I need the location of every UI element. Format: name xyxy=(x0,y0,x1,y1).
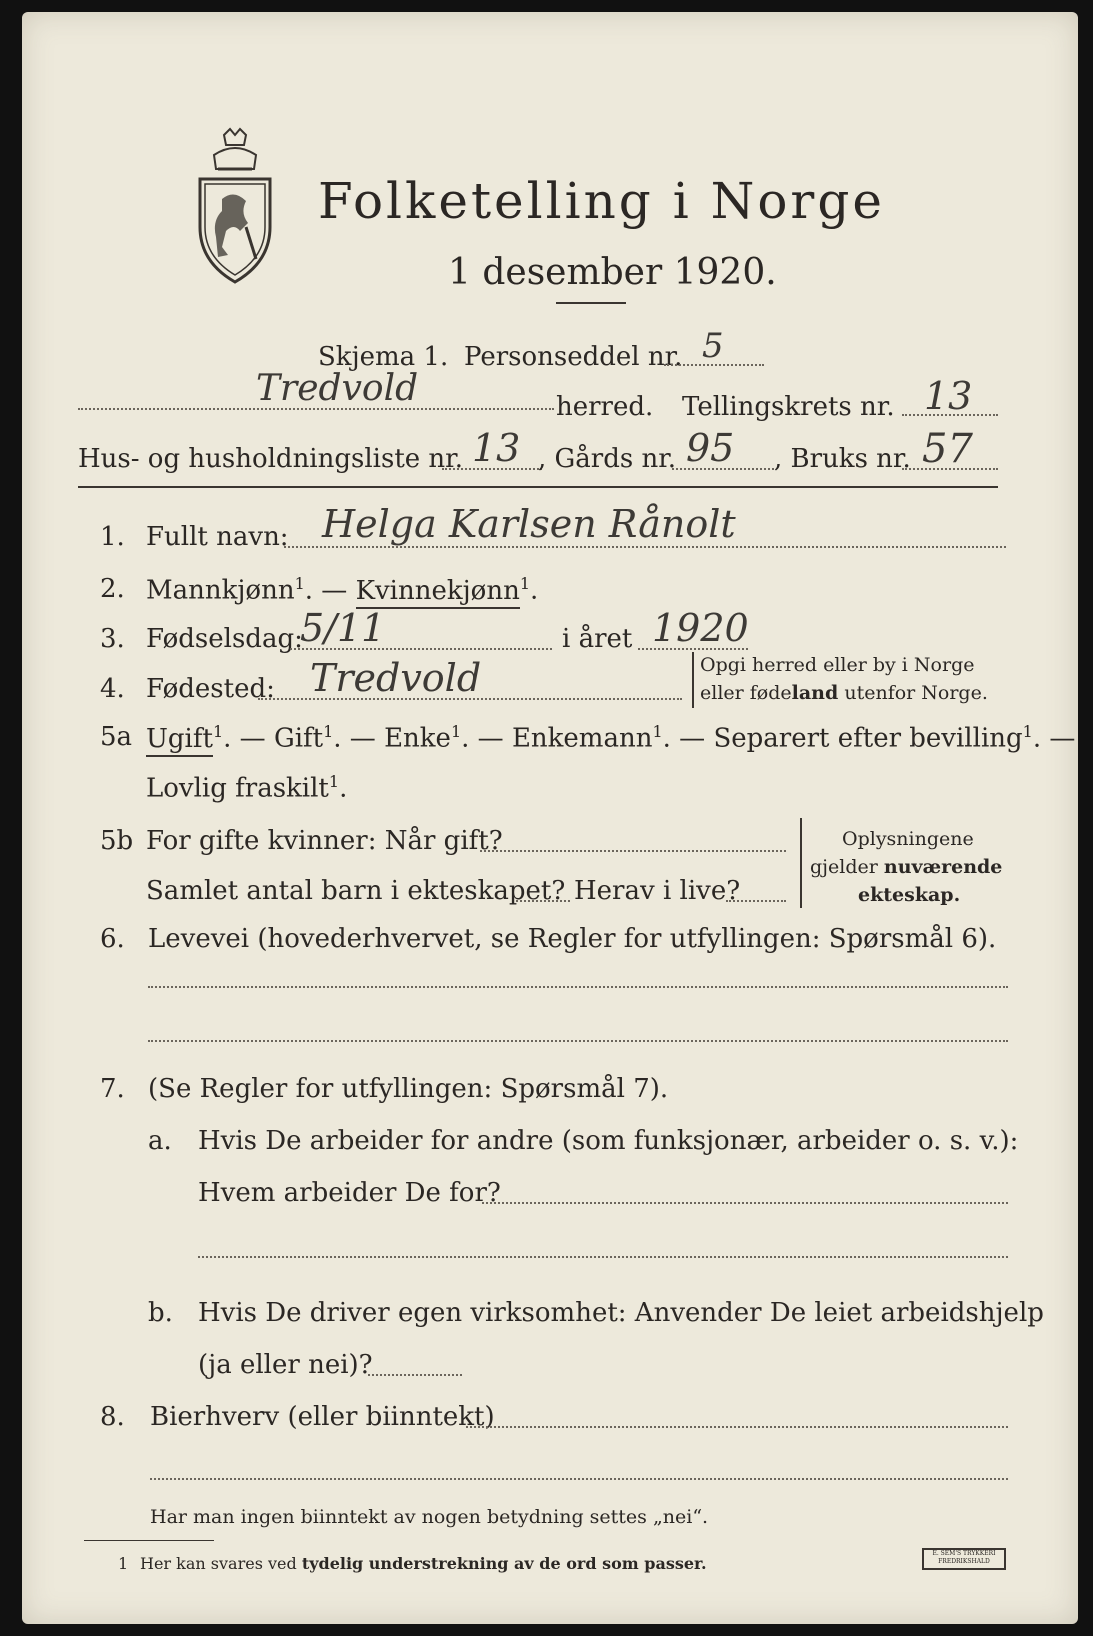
q6-number: 6. xyxy=(100,924,125,954)
bruks-value: 57 xyxy=(922,426,973,472)
q7a-line1: Hvis De arbeider for andre (som funksjonær, arbeider o. s. v.): xyxy=(198,1126,1019,1156)
q7-number: 7. xyxy=(100,1074,125,1104)
marital-options: Ugift$^1$. — Gift$^1$. — Enke$^1$. — Enkemann$^1$. — Separert efter bevilling$^1$. — xyxy=(146,722,1075,754)
q8-note: Har man ingen biinntekt av nogen betydning settes „nei“. xyxy=(150,1506,709,1528)
birth-date-value: 5/11 xyxy=(300,606,386,650)
q7b-line2: (ja eller nei)? xyxy=(198,1350,373,1380)
birthplace-note-line2: eller fødeland utenfor Norge. xyxy=(700,682,988,704)
tellingskrets-label: Tellingskrets nr. xyxy=(682,392,895,422)
footnote-text: Her kan svares ved tydelig understrekning av de ord som passer. xyxy=(140,1554,707,1573)
q2-number: 2. xyxy=(100,574,125,604)
q6-label: Levevei (hovederhvervet, se Regler for utfyllingen: Spørsmål 6). xyxy=(148,924,997,954)
herred-label: herred. xyxy=(556,392,654,422)
census-form-sheet xyxy=(22,12,1078,1624)
enke-option[interactable]: Enke xyxy=(384,723,451,754)
personseddel-label: Personseddel nr. xyxy=(464,342,683,372)
q7a-line2: Hvem arbeider De for? xyxy=(198,1178,501,1208)
birthplace-note-line1: Opgi herred eller by i Norge xyxy=(700,654,975,676)
form-title: Folketelling i Norge xyxy=(318,172,885,230)
q3-label: Fødselsdag: xyxy=(146,624,303,654)
sex-options: Mannkjønn$^1$. — Kvinnekjønn$^1$. xyxy=(146,574,538,606)
birthplace-value: Tredvold xyxy=(310,656,482,700)
hus-label: Hus- og husholdningsliste nr. xyxy=(78,444,464,474)
coat-of-arms-icon xyxy=(194,127,276,287)
bruks-label: , Bruks nr. xyxy=(774,444,911,474)
q7-label: (Se Regler for utfyllingen: Spørsmål 7). xyxy=(148,1074,669,1104)
q5b-line2a: Samlet antal barn i ekteskapet? xyxy=(146,876,566,906)
male-option[interactable]: Mannkjønn xyxy=(146,575,295,606)
birth-year-value: 1920 xyxy=(652,606,749,650)
footnote-mark: 1 xyxy=(118,1554,129,1573)
printer-stamp: E. SEM'S TRYKKERI FREDRIKSHALD xyxy=(922,1548,1006,1570)
gards-value: 95 xyxy=(686,426,735,470)
ugift-option-underlined[interactable]: Ugift xyxy=(146,724,213,757)
skjema-label: Skjema 1. xyxy=(318,342,449,372)
q5b-number: 5b xyxy=(100,826,134,856)
female-option-underlined[interactable]: Kvinnekjønn xyxy=(356,576,520,609)
q7a-letter: a. xyxy=(148,1126,172,1156)
footnote-rule xyxy=(84,1540,214,1541)
header-rule xyxy=(78,486,998,488)
q5b-note-line2: gjelder nuværende xyxy=(810,856,1003,878)
personseddel-value: 5 xyxy=(702,326,724,366)
q8-number: 8. xyxy=(100,1402,125,1432)
census-date: 1 desember 1920. xyxy=(448,252,777,293)
q5a-number: 5a xyxy=(100,722,133,752)
title-divider xyxy=(556,302,626,304)
gards-label: , Gårds nr. xyxy=(538,444,677,474)
q3-number: 3. xyxy=(100,624,125,654)
q1-label: Fullt navn: xyxy=(146,522,289,552)
q7b-letter: b. xyxy=(148,1298,173,1328)
herred-value: Tredvold xyxy=(256,368,419,409)
q4-label: Fødested: xyxy=(146,674,275,704)
q5b-line2b: Herav i live? xyxy=(574,876,741,906)
tellingskrets-value: 13 xyxy=(924,374,973,418)
q1-number: 1. xyxy=(100,522,125,552)
q4-number: 4. xyxy=(100,674,125,704)
full-name-value: Helga Karlsen Rånolt xyxy=(322,502,736,546)
q5b-note-line3: ekteskap. xyxy=(858,884,961,906)
hus-value: 13 xyxy=(472,426,521,470)
separert-option[interactable]: Separert efter bevilling xyxy=(713,723,1023,754)
enkemann-option[interactable]: Enkemann xyxy=(511,723,653,754)
q8-label: Bierhverv (eller biinntekt) xyxy=(150,1402,495,1432)
q5b-line1: For gifte kvinner: Når gift? xyxy=(146,826,503,856)
q5b-note-line1: Oplysningene xyxy=(842,828,974,850)
year-label: i året xyxy=(562,624,633,654)
lovlig-fraskilt-option[interactable]: Lovlig fraskilt$^1$. xyxy=(146,772,348,804)
gift-option[interactable]: Gift xyxy=(273,723,324,754)
q7b-line1: Hvis De driver egen virksomhet: Anvender De leiet arbeidshjelp xyxy=(198,1298,1044,1328)
